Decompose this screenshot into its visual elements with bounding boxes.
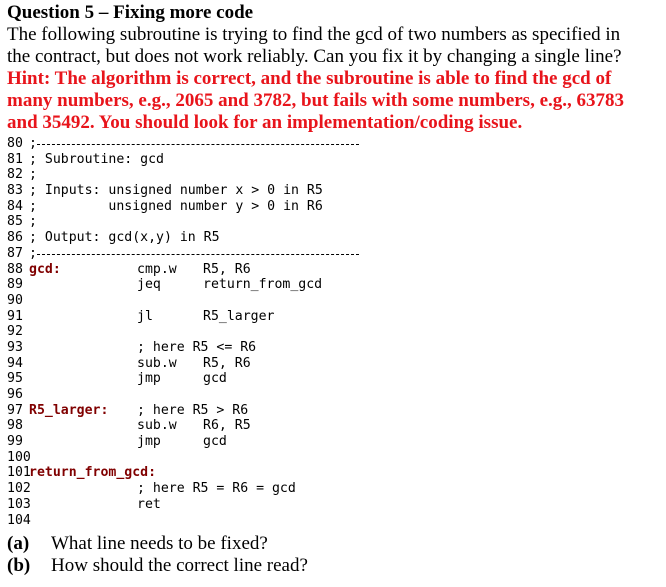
- line-number: 86: [7, 230, 23, 246]
- code-line: [7, 293, 661, 309]
- code-listing: [7, 136, 661, 528]
- part-a-tag: (a): [7, 533, 30, 555]
- line-number: 93: [7, 339, 23, 355]
- code-label: [29, 356, 137, 372]
- line-number: 85: [7, 214, 23, 230]
- part-a-text: What line needs to be fixed?: [51, 533, 268, 555]
- line-number: 104: [7, 512, 31, 528]
- code-line: [7, 387, 661, 403]
- code-operands: R5, R6: [203, 355, 251, 371]
- code-line: [7, 356, 661, 372]
- line-number: 95: [7, 371, 23, 387]
- line-number: 87: [7, 245, 23, 261]
- code-line: [7, 513, 661, 529]
- code-operands: return_from_gcd: [203, 277, 323, 293]
- line-number: 89: [7, 277, 23, 293]
- line-number: 102: [7, 481, 31, 497]
- question-intro-line-1: The following subroutine is trying to find the gcd of two numbers as specified in: [7, 24, 621, 45]
- hint-line-3: and 35492. You should look for an implementation/coding issue.: [7, 112, 523, 133]
- code-line: [7, 340, 661, 356]
- line-number: 103: [7, 496, 31, 512]
- separator-rule: [37, 144, 359, 145]
- code-line: [7, 183, 661, 199]
- code-operands: gcd: [203, 434, 227, 450]
- code-line: [7, 136, 661, 152]
- code-line: [7, 465, 661, 481]
- code-operands: R5_larger: [203, 308, 275, 324]
- code-label: R5_larger:: [29, 402, 109, 418]
- part-b-text: How should the correct line read?: [51, 555, 308, 577]
- question-title: Question 5 – Fixing more code: [7, 2, 254, 23]
- part-a: [7, 533, 661, 555]
- code-label: gcd:: [29, 261, 61, 277]
- code-line: [7, 324, 661, 340]
- code-comment: ;: [29, 167, 37, 183]
- code-comment: ; here R5 = R6 = gcd: [137, 481, 296, 497]
- line-number: 98: [7, 418, 23, 434]
- code-mnemonic: ret: [137, 496, 161, 512]
- line-number: 88: [7, 261, 23, 277]
- code-mnemonic: jmp: [137, 371, 161, 387]
- line-number: 94: [7, 355, 23, 371]
- line-number: 100: [7, 449, 31, 465]
- code-line: [7, 199, 661, 215]
- code-mnemonic: cmp.w: [137, 261, 177, 277]
- line-number: 96: [7, 387, 23, 402]
- part-b-tag: (b): [7, 555, 31, 577]
- hint-line-1: Hint: The algorithm is correct, and the subroutine is able to find the gcd of: [7, 68, 612, 89]
- code-line: [7, 309, 661, 325]
- code-line: [7, 434, 661, 450]
- line-number: 82: [7, 167, 23, 183]
- line-number: 83: [7, 183, 23, 199]
- code-label: [29, 371, 137, 387]
- question-page: [7, 2, 661, 577]
- code-label: [29, 497, 137, 513]
- code-line: [7, 450, 661, 466]
- code-label: [29, 309, 137, 325]
- code-comment: ; here R5 <= R6: [137, 339, 257, 355]
- code-comment: ; Output: gcd(x,y) in R5: [29, 230, 220, 246]
- code-line: [7, 371, 661, 387]
- code-line: [7, 246, 661, 262]
- line-number: 101: [7, 465, 31, 481]
- code-line: [7, 152, 661, 168]
- code-label: [29, 277, 137, 293]
- code-label: return_from_gcd:: [29, 465, 157, 481]
- code-label: [29, 434, 137, 450]
- code-line: [7, 262, 661, 278]
- code-line: [7, 481, 661, 497]
- line-number: 81: [7, 151, 23, 167]
- question-intro-line-2: the contract, but does not work reliably. Can you fix it by changing a single line?: [7, 46, 622, 67]
- code-operands: gcd: [203, 371, 227, 387]
- code-label: [29, 481, 137, 497]
- line-number: 80: [7, 136, 23, 151]
- code-line: [7, 167, 661, 183]
- line-number: 84: [7, 198, 23, 214]
- code-comment: ;: [29, 245, 37, 261]
- code-line: [7, 403, 661, 419]
- code-comment: ; unsigned number y > 0 in R6: [29, 198, 323, 214]
- code-line: [7, 497, 661, 513]
- code-label: [29, 340, 137, 356]
- code-operands: R6, R5: [203, 418, 251, 434]
- line-number: 97: [7, 402, 23, 418]
- code-line: [7, 230, 661, 246]
- line-number: 99: [7, 434, 23, 450]
- line-number: 92: [7, 324, 23, 340]
- code-mnemonic: jmp: [137, 434, 161, 450]
- code-comment: ; Subroutine: gcd: [29, 151, 164, 167]
- code-comment: ; here R5 > R6: [137, 402, 249, 418]
- code-mnemonic: jeq: [137, 277, 161, 293]
- code-label: [29, 418, 137, 434]
- code-mnemonic: sub.w: [137, 355, 177, 371]
- part-b: [7, 555, 661, 577]
- code-comment: ;: [29, 214, 37, 230]
- code-line: [7, 214, 661, 230]
- code-mnemonic: jl: [137, 308, 153, 324]
- line-number: 91: [7, 308, 23, 324]
- code-line: [7, 277, 661, 293]
- line-number: 90: [7, 292, 23, 308]
- code-mnemonic: sub.w: [137, 418, 177, 434]
- code-line: [7, 418, 661, 434]
- code-comment: ; Inputs: unsigned number x > 0 in R5: [29, 183, 323, 199]
- code-operands: R5, R6: [203, 261, 251, 277]
- code-comment: ;: [29, 136, 37, 151]
- hint-line-2: many numbers, e.g., 2065 and 3782, but fails with some numbers, e.g., 63783: [7, 90, 625, 111]
- separator-rule: [37, 254, 359, 255]
